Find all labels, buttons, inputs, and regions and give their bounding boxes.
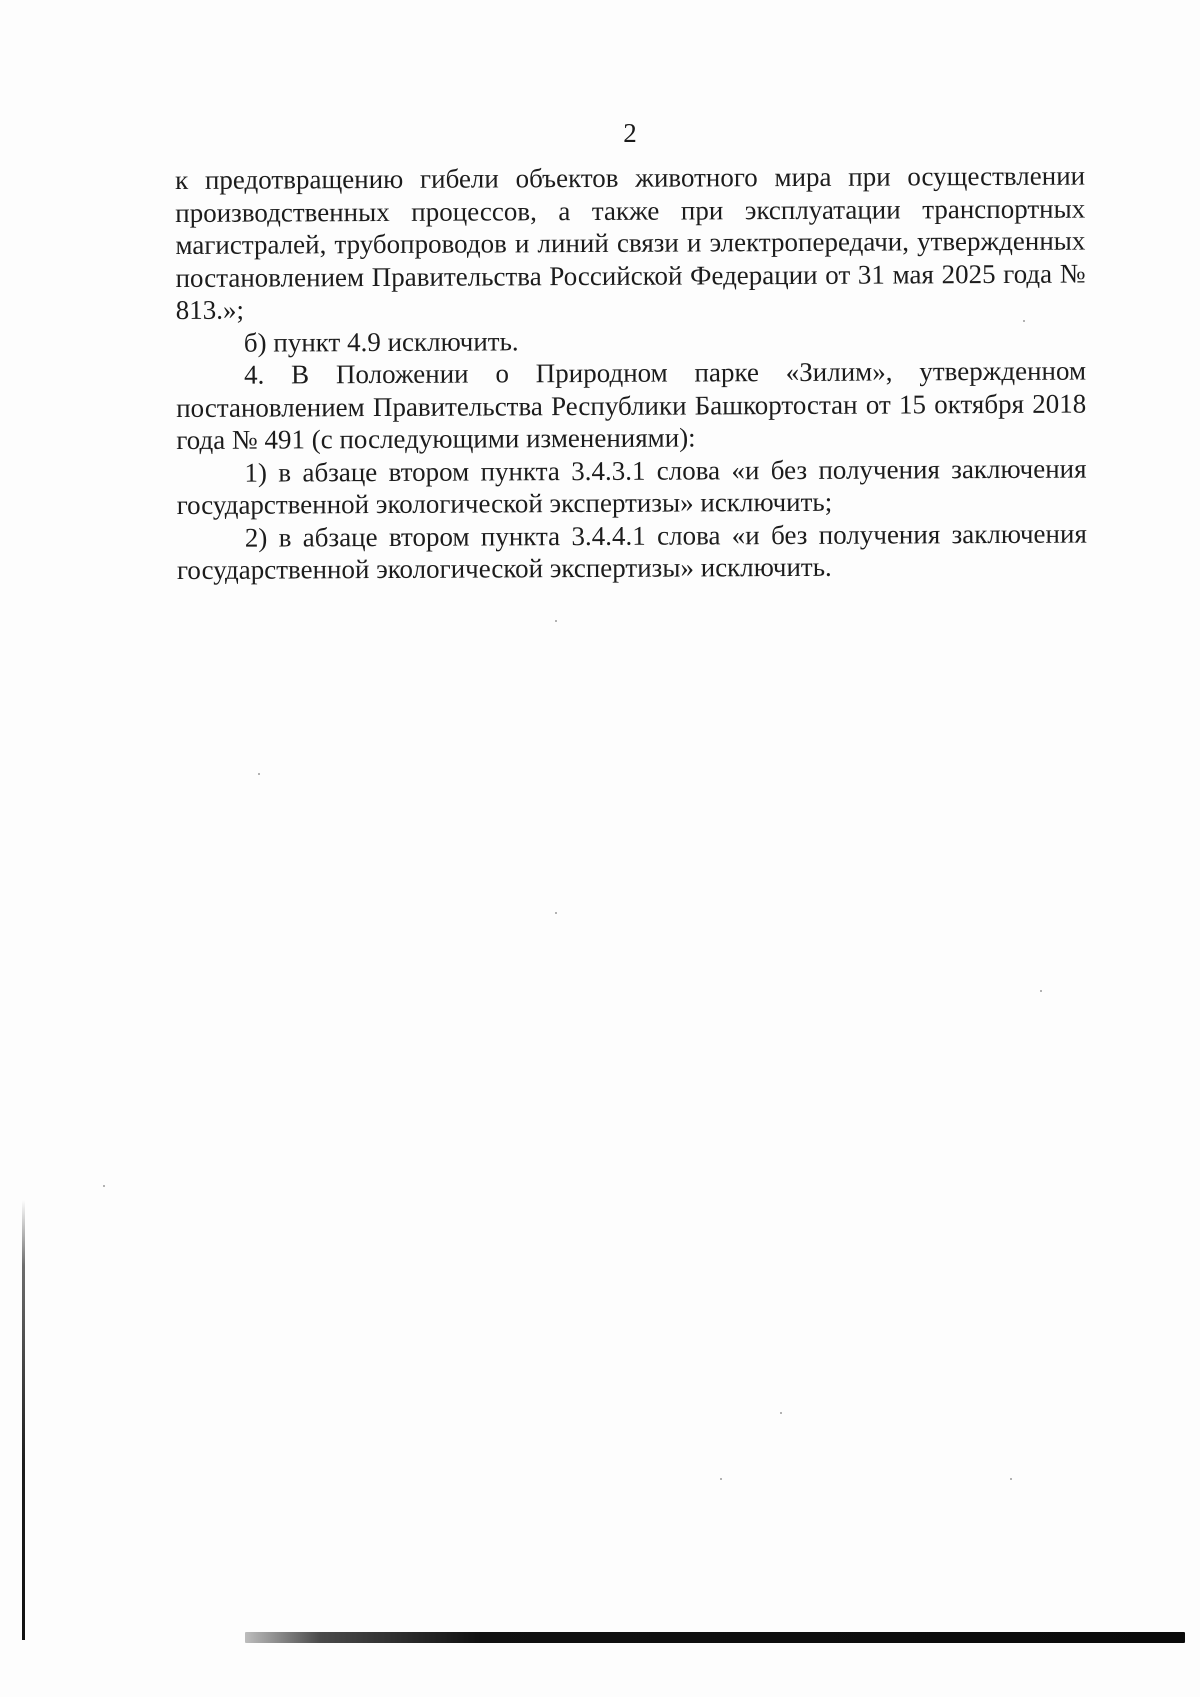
paragraph-continuation: к предотвращению гибели объектов животного мира при осуществлении производственных процессов, а также при эксплуатации транспортных магистралей, трубопроводов и линий связи и электропередачи, утвержденных постановлением Правительства Российской Федерации от 31 мая 2025 года № 813.»; bbox=[175, 160, 1086, 325]
paragraph-subitem-1: 1) в абзаце втором пункта 3.4.3.1 слова «и без получения заключения государственной экологической экспертизы» исключить; bbox=[176, 453, 1087, 520]
scan-edge-left bbox=[22, 1200, 25, 1640]
scan-speck bbox=[1040, 990, 1042, 992]
scan-speck bbox=[780, 1412, 782, 1414]
scan-speck bbox=[555, 620, 557, 622]
document-body bbox=[175, 160, 1087, 587]
scan-edge-bottom bbox=[245, 1632, 1185, 1643]
scan-speck bbox=[103, 1185, 105, 1187]
paragraph-item-4: 4. В Положении о Природном парке «Зилим», утвержденном постановлением Правительства Республики Башкортостан от 15 октября 2018 года № 491 (с последующими изменениями): bbox=[176, 355, 1087, 455]
paragraph-item-b: б) пункт 4.9 исключить. bbox=[243, 325, 519, 358]
paragraph-subitem-2: 2) в абзаце втором пункта 3.4.4.1 слова «и без получения заключения государственной экологической экспертизы» исключить. bbox=[176, 518, 1087, 585]
scan-speck bbox=[1023, 320, 1025, 322]
scan-speck bbox=[1010, 1478, 1012, 1480]
scan-speck bbox=[555, 912, 557, 914]
page-number: 2 bbox=[623, 118, 637, 148]
scan-speck bbox=[720, 1478, 722, 1480]
scan-speck bbox=[258, 773, 260, 775]
